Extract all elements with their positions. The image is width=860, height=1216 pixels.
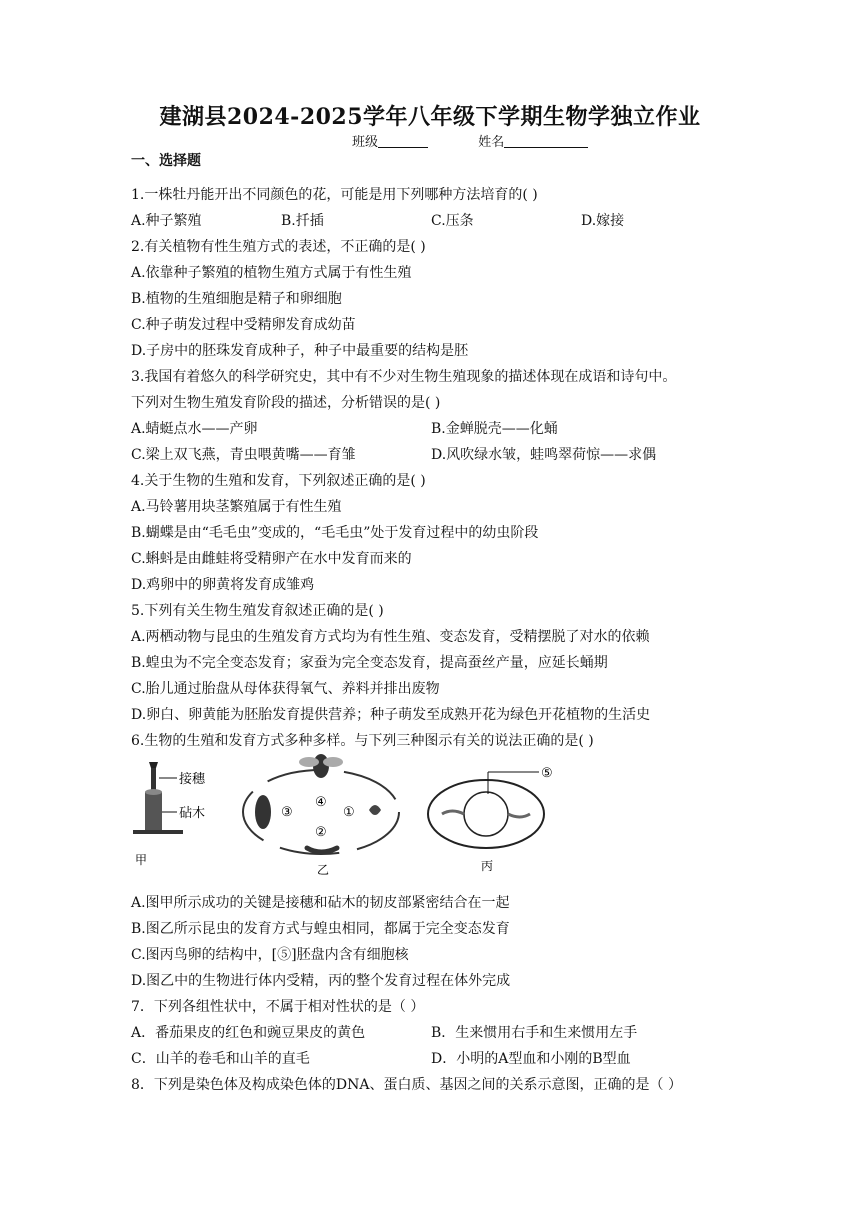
scion-shape [151,766,156,792]
adult-wing-left [299,757,319,767]
stock-label: 砧木 [179,806,206,821]
q1-stem: 1.一株牡丹能开出不同颜色的花，可能是用下列哪种方法培育的( ) [131,187,538,203]
num-3: ③ [281,805,293,820]
q7-option-d: D．小明的A型血和小刚的B型血 [431,1051,631,1067]
q6-option-b: B.图乙所示昆虫的发育方式与蝗虫相同，都属于完全变态发育 [131,921,510,937]
q6-option-d: D.图乙中的生物进行体内受精，丙的整个发育过程在体外完成 [131,973,511,989]
q3-stem-line1: 3.我国有着悠久的科学研究史，其中有不少对生物生殖现象的描述体现在成语和诗句中。 [131,369,677,385]
q5-option-c: C.胎儿通过胎盘从母体获得氧气、养料并排出废物 [131,681,440,697]
num-1: ① [343,805,355,820]
egg-yolk [464,792,508,836]
q2-option-d: D.子房中的胚珠发育成种子，种子中最重要的结构是胚 [131,343,469,359]
q1-option-b: B.扦插 [281,213,324,229]
stock-shape [145,792,162,832]
scion-label: 接穗 [179,772,206,787]
figure-yi-life-cycle [243,754,399,877]
student-info-line [352,131,588,150]
name-blank[interactable] [504,133,588,148]
q5-option-d: D.卵白、卵黄能为胚胎发育提供营养；种子萌发至成熟开花为绿色开花植物的生活史 [131,707,651,723]
q7-option-c: C．山羊的卷毛和山羊的直毛 [131,1051,310,1067]
figure-bing-bird-egg [428,766,553,873]
q4-option-b: B.蝴蝶是由“毛毛虫”变成的，“毛毛虫”处于发育过程中的幼虫阶段 [131,525,539,541]
q3-option-b: B.金蝉脱壳——化蛹 [431,421,558,437]
name-label: 姓名 [478,135,505,150]
q7-option-a: A．番茄果皮的红色和豌豆果皮的黄色 [131,1025,366,1041]
num-2: ② [315,825,327,840]
q1-option-c: C.压条 [431,213,474,229]
label-yi: 乙 [317,863,330,877]
egg-shape [369,805,381,815]
q7-stem: 7．下列各组性状中，不属于相对性状的是（ ） [131,999,425,1015]
q3-option-a: A.蜻蜓点水——产卵 [131,421,258,437]
class-label: 班级 [352,135,379,150]
num-4: ④ [315,795,327,810]
q4-option-d: D.鸡卵中的卵黄将发育成雏鸡 [131,577,315,593]
q7-option-b: B．生来惯用右手和生来惯用左手 [431,1025,638,1041]
label-jia: 甲 [135,853,148,867]
q1-option-d: D.嫁接 [581,213,625,229]
q2-option-c: C.种子萌发过程中受精卵发育成幼苗 [131,317,356,333]
q6-option-c: C.图丙鸟卵的结构中，[⑤]胚盘内含有细胞核 [131,947,409,963]
q1-option-a: A.种子繁殖 [131,213,202,229]
q5-option-a: A.两栖动物与昆虫的生殖发育方式均为有性生殖、变态发育，受精摆脱了对水的依赖 [131,629,650,645]
q6-option-a: A.图甲所示成功的关键是接穗和砧木的韧皮部紧密结合在一起 [131,895,510,911]
adult-body [313,754,329,778]
q2-option-b: B.植物的生殖细胞是精子和卵细胞 [131,291,342,307]
page-title: 建湖县2024-2025学年八年级下学期生物学独立作业 [159,104,701,130]
larva-shape [307,848,337,852]
section-heading: 一、选择题 [131,153,201,169]
q4-option-a: A.马铃薯用块茎繁殖属于有性生殖 [131,499,342,515]
stock-cut [145,789,162,795]
label-bing: 丙 [481,859,494,873]
q6-stem: 6.生物的生殖和发育方式多种多样。与下列三种图示有关的说法正确的是( ) [131,733,594,749]
pupa-shape [255,795,271,829]
q4-stem: 4.关于生物的生殖和发育，下列叙述正确的是( ) [131,473,426,489]
q3-option-d: D.风吹绿水皱，蛙鸣翠荷惊——求偶 [431,447,657,463]
q6-figure [131,752,591,882]
q5-option-b: B.蝗虫为不完全变态发育；家蚕为完全变态发育，提高蚕丝产量，应延长蛹期 [131,655,608,671]
q4-option-c: C.蝌蚪是由雌蛙将受精卵产在水中发育而来的 [131,551,412,567]
num-5: ⑤ [541,766,553,781]
adult-wing-right [323,757,343,767]
chalaza-right [508,814,530,817]
q5-stem: 5.下列有关生物生殖发育叙述正确的是( ) [131,603,384,619]
egg-shell [428,780,544,848]
q2-option-a: A.依靠种子繁殖的植物生殖方式属于有性生殖 [131,265,412,281]
scion-top [149,762,158,768]
q3-stem-line2: 下列对生物生殖发育阶段的描述，分析错误的是( ) [131,395,441,411]
q8-stem: 8．下列是染色体及构成染色体的DNA、蛋白质、基因之间的关系示意图，正确的是（ ） [131,1077,682,1093]
q2-stem: 2.有关植物有性生殖方式的表述，不正确的是( ) [131,239,426,255]
class-blank[interactable] [378,133,428,148]
chalaza-left [442,811,464,814]
ground-line [133,830,183,834]
q3-option-c: C.梁上双飞燕，青虫喂黄嘴——育雏 [131,447,356,463]
figure-jia-grafting [133,762,206,867]
